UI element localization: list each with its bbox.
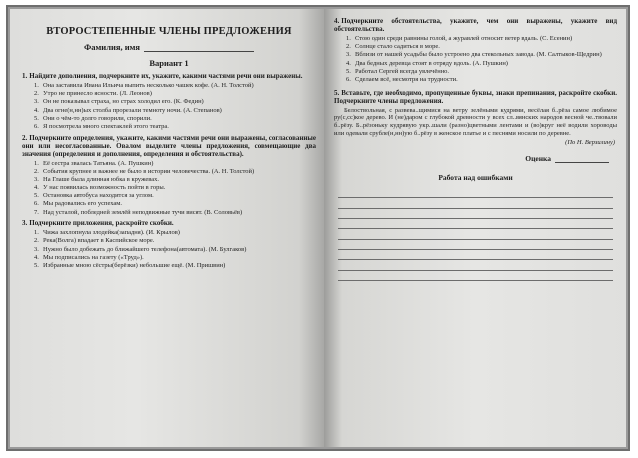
item-number: 3. [34,245,39,253]
item-text: Река(Волга) впадает в Каспийское море. [43,237,155,245]
item-text: Два бедных деревца стоят в отряду вдоль. (А. Пушкин) [355,59,508,67]
answer-line [338,240,613,250]
item-number: 3. [34,98,39,106]
left-tasks [22,72,316,270]
item-number: 2. [34,90,39,98]
task-text: Найдите дополнения, подчеркните их, укажите, какими частями речи они выражены. [29,72,303,80]
item-number: 4. [34,184,39,192]
task-text: Подчеркните приложения, раскройте скобки. [29,219,174,228]
task-2-heading [22,134,316,158]
list-item [34,98,316,106]
item-text: Над усталой, побледней землёй неподвижные тучи висят. (В. Соловьёв) [43,208,243,216]
task-number: 3. [22,219,28,228]
list-item [34,82,316,90]
item-number: 2. [346,43,351,51]
left-page [10,9,324,447]
list-item [34,115,316,123]
list-item [34,192,316,200]
task-3-list [22,229,316,269]
name-field [22,42,316,52]
item-text: Нужно было добежать до ближайшего телефона(автомата). (М. Булгаков) [43,245,247,253]
list-item [346,35,617,43]
item-number: 7. [34,208,39,216]
item-text: Вблизи от нашей усадьбы было устроено два стекольных завода. (М. Салтыков-Щедрин) [355,51,602,59]
item-text: У нас появилась возможность пойти в горы. [43,184,166,192]
variant-heading: Вариант 1 [149,58,189,68]
item-number: 5. [34,114,39,122]
item-number: 6. [34,122,39,130]
item-text: Стою один среди равнины голой, а журавлей относит ветер вдаль. (С. Есенин) [355,35,573,42]
grade-blank-line [555,155,609,163]
answer-line [338,209,613,219]
task-5-paragraph: Белоствольная, с развева..щимися на ветру зелёными кудрями, весёлая б..рёза самое любимое ру(с,сс)кое дерево. И (не)даром с глубокой древности у всех сл..вянских народов весной че..твовали б..рёзу. Б..рёзоньку кудрявую укр..шали (разно)цветными лентами и (во)круг неё водили хороводы или одевали срубле(н,нн)ую б..рёзу в женское платье и с песнями носили по деревне. [334,106,617,137]
task-1-list [22,82,316,131]
item-text: Он не показывал страха, но страх холодил его. (К. Федин) [43,98,204,106]
item-number: 6. [34,200,39,208]
task-number: 4. [334,17,340,25]
item-text: Её сестра звалась Татьяна. (А. Пушкин) [43,159,154,167]
item-number: 4. [34,106,39,114]
item-number: 2. [34,167,39,175]
item-number: 1. [34,82,39,89]
item-text: Сделаем всё, несмотря на трудности. [355,75,458,83]
item-text: Избранные мною сёстры(берёзки) небольшие ещё. (М. Пришвин) [43,262,226,269]
task-2-list [22,160,316,217]
item-number: 3. [34,175,39,183]
name-label: Фамилия, имя [83,42,141,52]
list-item [34,254,316,262]
task-number: 2. [22,133,28,142]
task-number: 5. [334,88,340,97]
answer-line [338,188,613,198]
workbook-spread [10,9,626,447]
grade-label: Оценка [525,153,551,163]
list-item [34,246,316,254]
page-title: ВТОРОСТЕПЕННЫЕ ЧЛЕНЫ ПРЕДЛОЖЕНИЯ [46,26,292,37]
item-number: 3. [346,51,351,59]
right-page [324,9,626,447]
list-item [34,176,316,184]
list-item [346,51,617,59]
item-text: Они о чём-то долго говорили, спорили. [43,114,152,122]
list-item [346,43,617,51]
answer-line [338,198,613,208]
item-text: Солнце стало садиться в море. [355,43,440,51]
list-item [34,90,316,98]
item-number: 6. [346,75,351,83]
item-text: Мы подписались на газету («Труд»). [43,253,144,261]
task-number: 1. [22,72,28,80]
item-number: 5. [346,67,351,75]
item-text: Утро не принесло ясности. (Л. Леонов) [43,90,152,98]
list-item [34,200,316,208]
grade-field [334,154,609,163]
answer-line [338,229,613,239]
answer-line [338,260,613,270]
list-item [34,160,316,168]
task-5-heading [334,89,617,105]
list-item [34,184,316,192]
task-4-list [334,35,617,84]
list-item [34,209,316,217]
name-blank-line [144,43,254,52]
item-number: 5. [34,192,39,200]
answer-line [338,250,613,260]
answer-lines [334,188,617,282]
list-item [346,60,617,68]
item-text: Остановка автобуса находится за углом. [43,192,154,200]
list-item [346,68,617,76]
answer-line [338,219,613,229]
task-4-heading [334,17,617,33]
list-item [34,123,316,131]
list-item [34,237,316,245]
item-number: 1. [346,35,351,42]
item-text: События крупнее и важнее не было в истории человечества. (А. Н. Толстой) [43,167,255,175]
task-3-heading [22,219,316,227]
document-frame [6,5,630,451]
item-number: 4. [34,253,39,261]
list-item [34,107,316,115]
task-text: Вставьте, где необходимо, пропущенные буквы, знаки препинания, раскройте скобки. Подчеркните члены предложения. [334,88,617,105]
item-text: Два огне(н,нн)ых столба прорезали темноту ночи. (А. Степанов) [43,106,222,114]
task-text: Подчеркните обстоятельства, укажите, чем они выражены, укажите вид обстоятельства. [334,17,617,33]
item-text: Я посмотрела много спектаклей этого театра. [43,122,169,130]
list-item [34,229,316,237]
task-1-heading [22,72,316,80]
item-number: 1. [34,229,39,237]
item-text: Чижа захлопнула злодейка(западня). (И. Крылов) [43,229,180,237]
task-5-author: (По Н. Верзилину) [565,138,615,146]
item-text: Она заставила Ивана Ильича выпить несколько чашек кофе. (А. Н. Толстой) [43,82,254,89]
task-text: Подчеркните определения, укажите, какими частями речи они выражены, согласованные они или несогласованные. Овалом выделите члены предложения, совмещающие два значения (определения и дополнения, определения и обстоятельства). [22,133,316,158]
item-number: 5. [34,262,39,269]
list-item [34,262,316,270]
list-item [346,76,617,84]
list-item [34,168,316,176]
item-number: 1. [34,159,39,167]
item-number: 2. [34,237,39,245]
item-text: Мы радовались его успехам. [43,200,123,208]
answer-line [338,271,613,281]
item-number: 4. [346,59,351,67]
item-text: На Глаше была длинная юбка в кружевах. [43,175,159,183]
item-text: Работал Сергей всегда увлечённо. [355,67,450,75]
error-work-heading: Работа над ошибками [438,172,513,182]
